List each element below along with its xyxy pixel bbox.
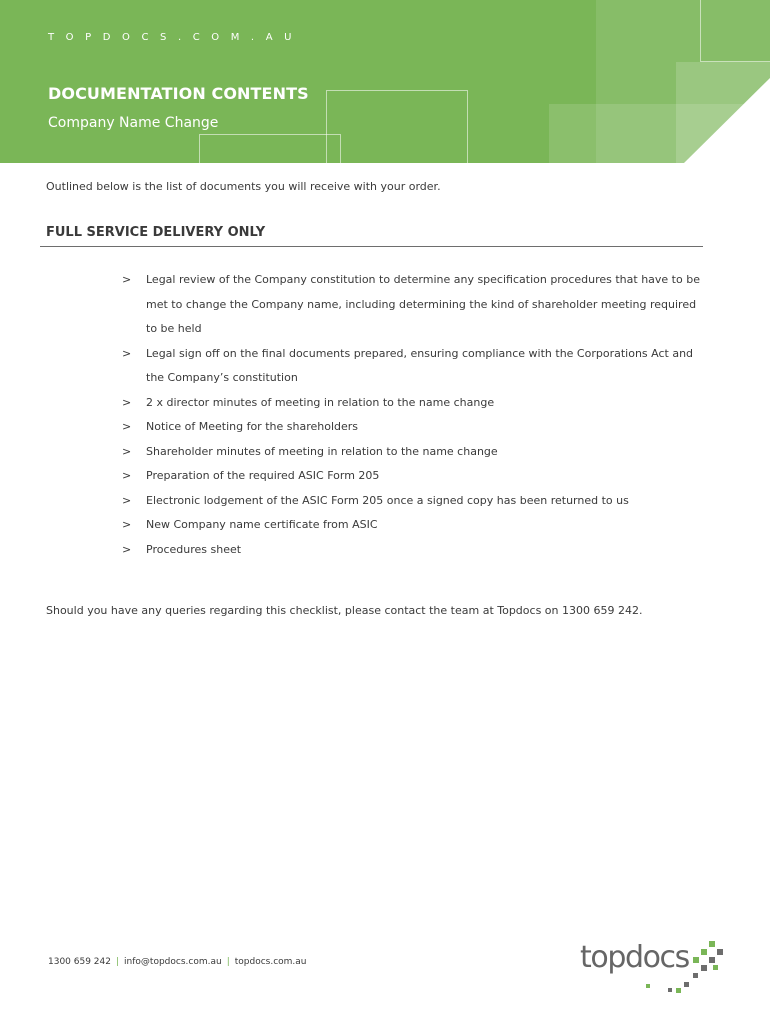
footer-website-link[interactable]: topdocs.com.au	[234, 957, 307, 967]
arrow-bullet-icon: >	[122, 420, 132, 433]
list-item-text: Legal sign off on the final documents prepared, ensuring compliance with the Corporations Act and the Company’s constitution	[146, 346, 694, 384]
arrow-bullet-icon: >	[122, 444, 132, 458]
logo-wordmark: topdocs	[580, 940, 689, 975]
list-item	[118, 489, 708, 514]
footer-email-link[interactable]: info@topdocs.com.au	[124, 957, 222, 967]
logo-pixel-squares-icon	[580, 938, 730, 998]
list-item	[118, 391, 708, 416]
intro-text: Outlined below is the list of documents you will receive with your order.	[46, 180, 441, 193]
list-item-text: Legal review of the Company constitution to determine any specification procedures that have to be met to change the Company name, including determining the kind of shareholder meeting required to be held	[146, 273, 700, 335]
arrow-bullet-icon: >	[122, 395, 132, 409]
header-banner	[0, 0, 770, 163]
list-item	[118, 342, 708, 391]
list-item	[118, 415, 708, 440]
list-item	[118, 464, 708, 489]
arrow-bullet-icon: >	[122, 346, 132, 360]
site-tagline: T O P D O C S . C O M . A U	[48, 32, 296, 43]
arrow-bullet-icon: >	[122, 469, 132, 482]
footer-phone: 1300 659 242	[48, 957, 111, 967]
arrow-bullet-icon: >	[122, 273, 132, 286]
section-divider	[40, 246, 703, 247]
footer-separator: |	[226, 957, 230, 967]
arrow-bullet-icon: >	[122, 493, 132, 507]
list-item-text: Procedures sheet	[146, 542, 242, 556]
document-subtitle: Company Name Change	[48, 115, 219, 131]
arrow-bullet-icon: >	[122, 542, 132, 556]
list-item-text: Notice of Meeting for the shareholders	[146, 420, 359, 433]
list-item-text: Shareholder minutes of meeting in relation to the name change	[146, 444, 498, 458]
footer-separator: |	[115, 957, 120, 967]
header-corner-cut	[0, 0, 770, 163]
section-heading: FULL SERVICE DELIVERY ONLY	[46, 225, 266, 240]
list-item-text: Electronic lodgement of the ASIC Form 205 once a signed copy has been returned to us	[146, 493, 629, 507]
list-item-text: New Company name certificate from ASIC	[146, 518, 378, 531]
topdocs-logo	[580, 938, 730, 998]
list-item	[118, 513, 708, 538]
list-item-text: 2 x director minutes of meeting in relation to the name change	[146, 395, 495, 409]
contact-note: Should you have any queries regarding this checklist, please contact the team at Topdocs on 1300 659 242.	[46, 604, 643, 617]
list-item-text: Preparation of the required ASIC Form 205	[146, 469, 380, 482]
list-item	[118, 440, 708, 465]
arrow-bullet-icon: >	[122, 518, 132, 531]
list-item	[118, 268, 708, 342]
deliverables-list	[118, 268, 708, 562]
footer-contact	[48, 957, 307, 967]
list-item	[118, 538, 708, 563]
document-title: DOCUMENTATION CONTENTS	[48, 84, 309, 103]
